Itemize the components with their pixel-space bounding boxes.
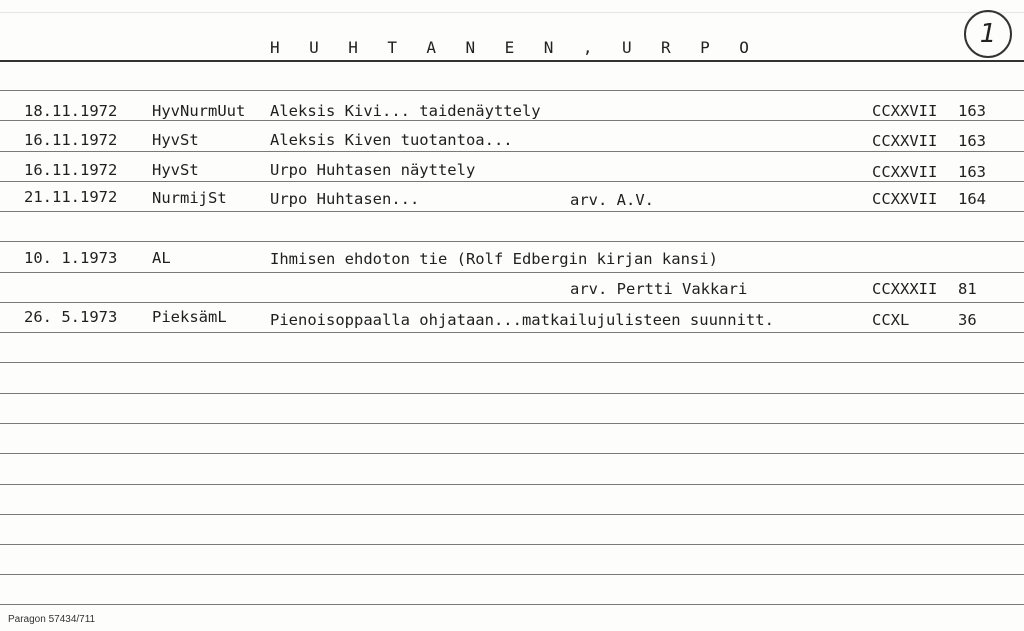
entry-page: 163: [958, 132, 986, 150]
entry-title: Pienoisoppaalla ohjataan...matkailujulisteen suunnitt.: [270, 311, 774, 329]
entry-page: 164: [958, 190, 986, 208]
entry-page: 81: [958, 280, 977, 298]
entry-page: 163: [958, 102, 986, 120]
ruled-line: [0, 393, 1024, 394]
entry-volume: CCXXXII: [872, 280, 938, 298]
entry-title: Aleksis Kiven tuotantoa...: [270, 131, 513, 149]
ruled-line: [0, 181, 1024, 182]
ruled-line: [0, 151, 1024, 152]
ruled-line: [0, 514, 1024, 515]
card-footer-print: Paragon 57434/711: [8, 614, 96, 625]
entry-volume: CCXXVII: [872, 190, 938, 208]
entry-volume: CCXXVII: [872, 102, 938, 120]
entry-source: HyvSt: [152, 161, 199, 179]
ruled-line: [0, 211, 1024, 212]
heading-rule: [0, 60, 1024, 62]
ruled-line: [0, 484, 1024, 485]
entry-reviewer: arv. Pertti Vakkari: [570, 280, 748, 298]
ruled-line: [0, 544, 1024, 545]
entry-date: 18.11.1972: [24, 102, 118, 120]
card-heading: H U H T A N E N , U R P O: [270, 38, 759, 57]
ruled-line: [0, 362, 1024, 363]
entry-title: Ihmisen ehdoton tie (Rolf Edbergin kirjan kansi): [270, 250, 718, 268]
entry-date: 10. 1.1973: [24, 249, 118, 267]
entry-volume: CCXXVII: [872, 163, 938, 181]
entry-page: 36: [958, 311, 977, 329]
ruled-line: [0, 453, 1024, 454]
ruled-line: [0, 574, 1024, 575]
entry-reviewer: arv. A.V.: [570, 191, 654, 209]
entry-source: NurmijSt: [152, 189, 227, 207]
entry-source: AL: [152, 249, 171, 267]
ruled-line: [0, 90, 1024, 91]
entry-date: 16.11.1972: [24, 131, 118, 149]
entry-source: HyvNurmUut: [152, 102, 246, 120]
entry-volume: CCXXVII: [872, 132, 938, 150]
entry-title: Aleksis Kivi... taidenäyttely: [270, 102, 541, 120]
ruled-line: [0, 423, 1024, 424]
ruled-line: [0, 604, 1024, 605]
card-number-circle: 1: [964, 10, 1012, 58]
entry-volume: CCXL: [872, 311, 910, 329]
entry-source: PieksämL: [152, 308, 227, 326]
entry-page: 163: [958, 163, 986, 181]
ruled-line: [0, 302, 1024, 303]
entry-date: 21.11.1972: [24, 188, 118, 206]
faint-top-rule: [0, 12, 1024, 13]
entry-title: Urpo Huhtasen...: [270, 190, 420, 208]
ruled-line: [0, 332, 1024, 333]
ruled-line: [0, 272, 1024, 273]
entry-date: 16.11.1972: [24, 161, 118, 179]
entry-source: HyvSt: [152, 131, 199, 149]
entry-title: Urpo Huhtasen näyttely: [270, 161, 476, 179]
ruled-line: [0, 241, 1024, 242]
entry-date: 26. 5.1973: [24, 308, 118, 326]
